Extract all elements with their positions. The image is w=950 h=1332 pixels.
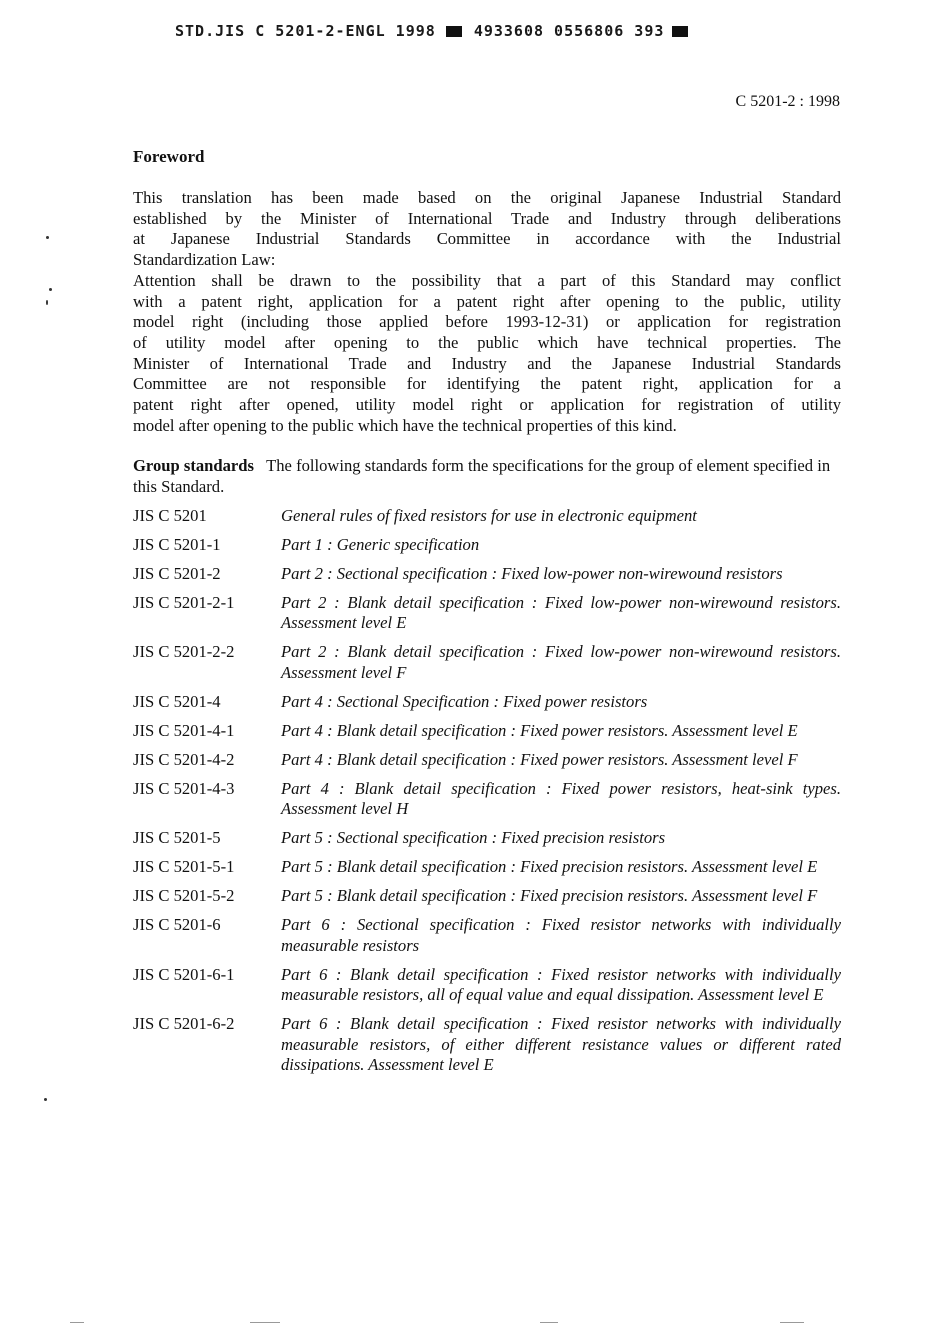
standard-code: JIS C 5201-6 <box>133 915 221 935</box>
foreword-line: Committee are not responsible for identifying the patent right, application for a <box>133 374 841 394</box>
standard-title: Part 2 : Blank detail specification : Fixed low-power non-wirewound resistors. Assessment level E <box>281 592 841 633</box>
foreword-heading: Foreword <box>133 147 205 166</box>
standard-row <box>133 965 841 1006</box>
standard-row <box>133 721 841 742</box>
standard-code: JIS C 5201-2-1 <box>133 592 235 612</box>
standard-code: JIS C 5201-2-2 <box>133 642 235 662</box>
foreword-line: with a patent right, application for a patent right after opening to the public, utility <box>133 291 841 311</box>
standard-title: Part 2 : Sectional specification : Fixed low-power non-wirewound resistors <box>281 563 783 583</box>
foreword-line: model right (including those applied before 1993-12-31) or application for registration <box>133 312 841 332</box>
foreword-line: Minister of International Trade and Industry and the Japanese Industrial Standards <box>133 353 841 373</box>
foreword-line: at Japanese Industrial Standards Committee in accordance with the Industrial <box>133 229 841 249</box>
standard-row <box>133 642 841 683</box>
standard-title: Part 6 : Blank detail specification : Fixed resistor networks with individually measurable resistors, of either different resistance values or different rated dissipations. Assessment level E <box>281 1014 841 1075</box>
stamp-block-mark <box>446 26 462 37</box>
standard-row <box>133 915 841 956</box>
standard-title: Part 4 : Blank detail specification : Fixed power resistors. Assessment level F <box>281 749 798 769</box>
scan-speck <box>46 300 48 305</box>
document-stamp <box>175 22 688 40</box>
foreword-line: of utility model after opening to the public which have technical properties. The <box>133 332 841 352</box>
standard-row <box>133 593 841 634</box>
foreword-line: established by the Minister of International Trade and Industry through deliberations <box>133 208 841 228</box>
stamp-text: STD.JIS C 5201-2-ENGL 1998 <box>175 22 436 40</box>
standard-code: JIS C 5201-4-2 <box>133 749 235 769</box>
standard-title: Part 1 : Generic specification <box>281 534 480 554</box>
standard-code: JIS C 5201-5-2 <box>133 886 235 906</box>
standard-row <box>133 535 841 556</box>
stamp-code: 4933608 0556806 393 <box>473 22 665 40</box>
standard-title: Part 6 : Blank detail specification : Fixed resistor networks with individually measurable resistors, all of equal value and equal dissipation. Assessment level E <box>281 964 841 1005</box>
standard-code: JIS C 5201-6-1 <box>133 964 235 984</box>
standard-title: Part 2 : Blank detail specification : Fixed low-power non-wirewound resistors. Assessment level F <box>281 642 841 682</box>
standard-title: Part 4 : Blank detail specification : Fixed power resistors, heat-sink types. Assessment level H <box>281 778 841 819</box>
foreword-paragraph <box>133 188 841 436</box>
stamp-block-mark-end <box>672 26 688 37</box>
standard-row <box>133 564 841 585</box>
scan-edge-marks <box>0 1322 950 1328</box>
standard-row <box>133 828 841 849</box>
standard-title: Part 6 : Sectional specification : Fixed resistor networks with individually measurable resistors <box>281 915 841 955</box>
standard-title: General rules of fixed resistors for use in electronic equipment <box>281 505 697 525</box>
scan-speck <box>49 288 52 291</box>
standard-row <box>133 857 841 878</box>
standard-code: JIS C 5201-4-1 <box>133 720 235 740</box>
standard-title: Part 4 : Sectional Specification : Fixed power resistors <box>281 691 648 711</box>
standard-code: JIS C 5201-6-2 <box>133 1014 235 1034</box>
standard-title: Part 5 : Blank detail specification : Fixed precision resistors. Assessment level F <box>281 886 818 906</box>
standard-row <box>133 886 841 907</box>
standard-row <box>133 750 841 771</box>
standard-code: JIS C 5201-5 <box>133 828 221 848</box>
foreword-line: model after opening to the public which have the technical properties of this kind. <box>133 415 677 435</box>
foreword-line: Attention shall be drawn to the possibility that a part of this Standard may conflict <box>133 270 841 290</box>
group-standards-intro <box>133 456 841 497</box>
scan-speck <box>46 236 49 239</box>
standard-code: JIS C 5201 <box>133 505 207 525</box>
group-standards-label: Group standards <box>133 456 254 476</box>
standard-title: Part 4 : Blank detail specification : Fixed power resistors. Assessment level E <box>281 720 798 740</box>
standard-code: JIS C 5201-1 <box>133 534 221 554</box>
standard-row <box>133 1014 841 1076</box>
foreword-line: This translation has been made based on the original Japanese Industrial Standard <box>133 188 841 207</box>
standard-row <box>133 692 841 713</box>
standard-code: JIS C 5201-4 <box>133 691 221 711</box>
standard-code: JIS C 5201-4-3 <box>133 778 235 798</box>
group-standards-text: The following standards form the specifications for the group of element specified in this Standard. <box>133 456 831 497</box>
group-standards-list <box>133 506 841 1076</box>
standard-row <box>133 779 841 820</box>
foreword-line: patent right after opened, utility model right or application for registration of utility <box>133 395 841 415</box>
standard-code: JIS C 5201-5-1 <box>133 857 235 877</box>
standard-title: Part 5 : Blank detail specification : Fixed precision resistors. Assessment level E <box>281 857 818 877</box>
standard-code: JIS C 5201-2 <box>133 563 221 583</box>
document-body <box>133 147 841 1084</box>
page-identifier: C 5201-2 : 1998 <box>735 93 840 110</box>
scan-speck <box>44 1098 47 1101</box>
standard-title: Part 5 : Sectional specification : Fixed precision resistors <box>281 828 666 848</box>
standard-row <box>133 506 841 527</box>
foreword-line: Standardization Law: <box>133 250 276 270</box>
